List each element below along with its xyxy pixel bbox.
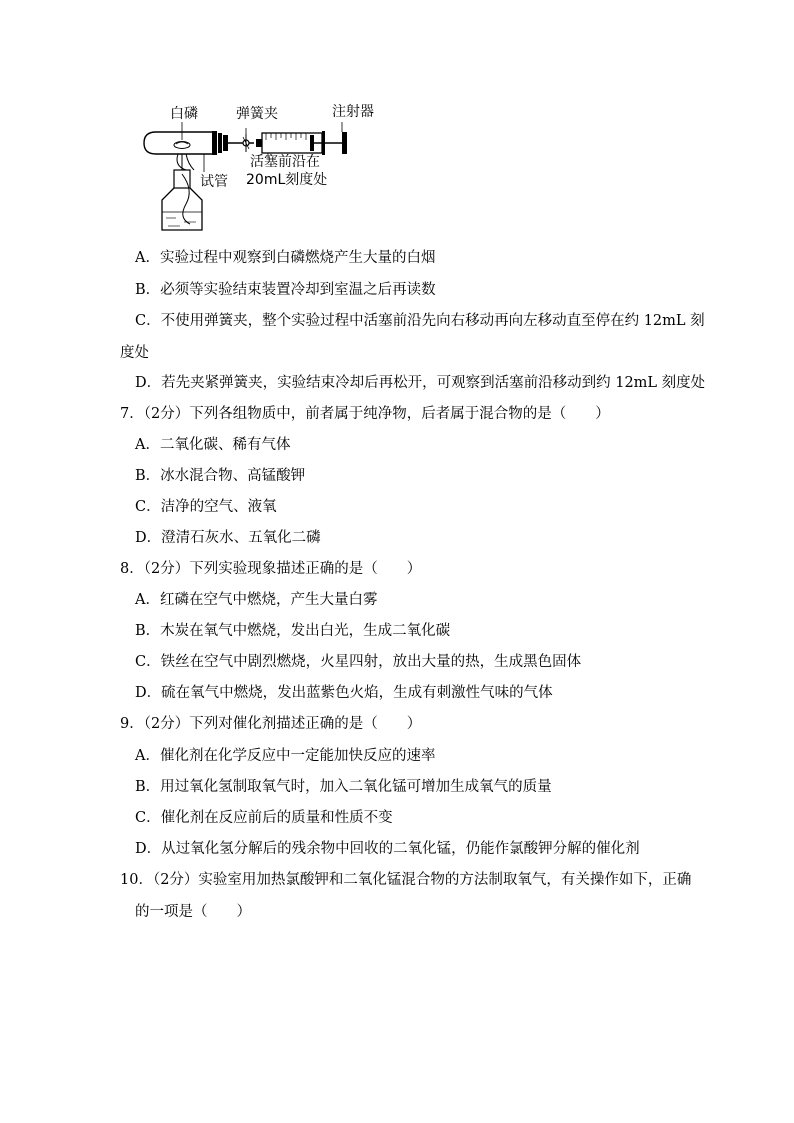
q6-option-c-continued: 度处 [120,345,149,361]
q9-option-b: B．用过氧化氢制取氧气时，加入二氧化锰可增加生成氧气的质量 [135,779,552,795]
q8-option-a: A．红磷在空气中燃烧，产生大量白雾 [135,592,378,608]
q10-stem: 10．（2分）实验室用加热氯酸钾和二氧化锰混合物的方法制取氧气，有关操作如下，正确 [120,872,692,888]
q6-option-c: C．不使用弹簧夹，整个实验过程中活塞前沿先向右移动再向左移动直至停在约 12mL 刻 [135,313,705,329]
q8-option-d: D．硫在氧气中燃烧，发出蓝紫色火焰，生成有刺激性气味的气体 [135,685,553,701]
q9-option-c: C．催化剂在反应前后的质量和性质不变 [135,810,393,826]
q7-option-b: B．冰水混合物、高锰酸钾 [135,468,306,484]
q8-stem: 8．（2分）下列实验现象描述正确的是（ ） [120,561,422,577]
label-spring-clip: 弹簧夹 [236,106,278,122]
q9-stem: 9．（2分）下列对催化剂描述正确的是（ ） [120,716,422,732]
label-test-tube: 试管 [200,174,228,190]
q9-option-a: A．催化剂在化学反应中一定能加快反应的速率 [135,748,436,764]
q6-option-d: D．若先夹紧弹簧夹，实验结束冷却后再松开，可观察到活塞前沿移动到约 12mL 刻度处 [135,375,706,391]
q6-option-a: A．实验过程中观察到白磷燃烧产生大量的白烟 [135,250,436,266]
syringe-icon [256,131,347,155]
label-syringe: 注射器 [332,104,374,120]
q10-stem-continued: 的一项是（ ） [135,904,251,920]
q8-option-c: C．铁丝在空气中剧烈燃烧，火星四射，放出大量的热，生成黑色固体 [135,654,582,670]
label-piston-2: 20mL刻度处 [246,172,328,188]
q7-option-d: D．澄清石灰水、五氧化二磷 [135,530,321,546]
spring-clip-icon [243,134,249,152]
water-bottle-icon [162,188,202,230]
q6-option-b: B．必须等实验结束装置冷却到室温之后再读数 [135,282,436,298]
white-phosphorus-icon [174,142,190,149]
q9-option-d: D．从过氧化氢分解后的残余物中回收的二氧化锰，仍能作氯酸钾分解的催化剂 [135,841,640,857]
q7-stem: 7．（2分）下列各组物质中，前者属于纯净物，后者属于混合物的是（ ） [120,406,610,422]
label-piston-1: 活塞前沿在 [250,154,320,170]
label-white-phosphorus: 白磷 [170,106,198,122]
q7-option-a: A．二氧化碳、稀有气体 [135,437,291,453]
q8-option-b: B．木炭在氧气中燃烧，发出白光，生成二氧化碳 [135,623,451,639]
q7-option-c: C．洁净的空气、液氧 [135,499,277,515]
apparatus-figure [134,100,394,235]
rubber-stopper-icon [212,131,217,155]
